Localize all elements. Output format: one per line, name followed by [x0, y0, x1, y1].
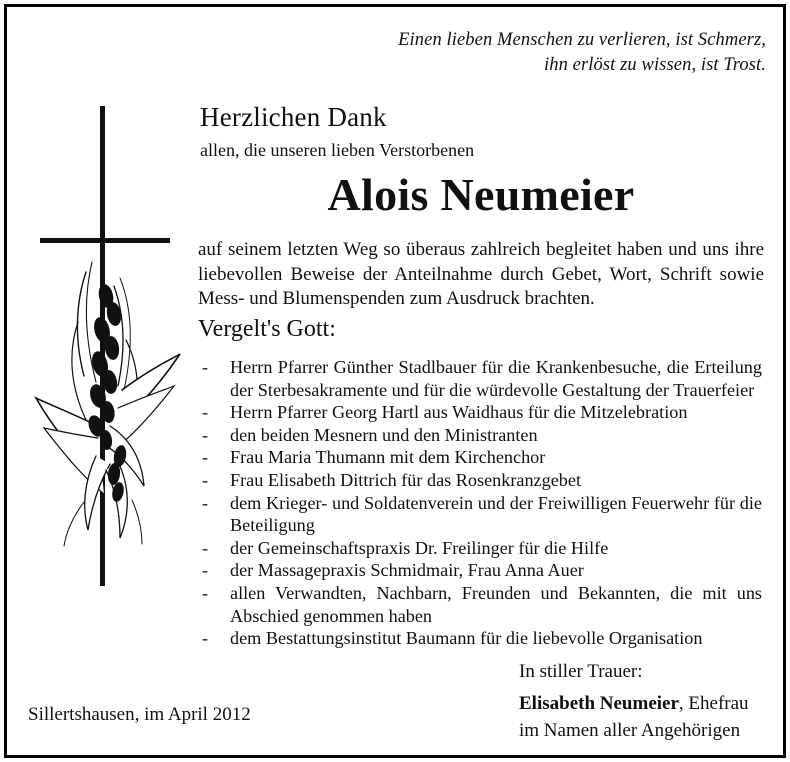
bullet-dash: -	[202, 537, 209, 558]
mourning-intro: In stiller Trauer:	[519, 661, 643, 682]
mourning-closing: im Namen aller Angehörigen	[519, 720, 741, 741]
list-item-text: der Gemeinschaftspraxis Dr. Freilinger für die Hilfe	[230, 537, 609, 558]
cross-with-wheat-illustration	[14, 90, 194, 610]
list-item	[200, 582, 762, 627]
mourning-block	[519, 658, 769, 744]
list-item-text: den beiden Mesnern und den Ministranten	[230, 424, 538, 445]
list-item	[200, 492, 762, 537]
list-item-text: Frau Elisabeth Dittrich für das Rosenkranzgebet	[230, 469, 582, 490]
list-item-text: allen Verwandten, Nachbarn, Freunden und Bekannten, die mit uns Abschied genommen haben	[230, 582, 762, 626]
list-item	[200, 424, 762, 447]
bullet-dash: -	[202, 447, 209, 468]
list-item	[200, 627, 762, 650]
mourner-line	[519, 690, 769, 717]
list-item	[200, 537, 762, 560]
list-item	[200, 559, 762, 582]
mourner-relation: , Ehefrau	[678, 693, 749, 714]
thanks-list	[200, 356, 762, 650]
list-item-text: dem Bestattungsinstitut Baumann für die liebevolle Organisation	[230, 628, 703, 649]
list-item	[200, 401, 762, 424]
epigraph-line-1: Einen lieben Menschen zu verlieren, ist Schmerz,	[398, 30, 766, 50]
thanks-title: Herzlichen Dank	[200, 102, 387, 132]
bullet-dash: -	[202, 582, 209, 603]
epigraph	[196, 28, 766, 78]
list-item-text: Herrn Pfarrer Georg Hartl aus Waidhaus für die Mitzelebration	[230, 402, 688, 423]
mourner-name: Elisabeth Neumeier	[519, 693, 679, 714]
bullet-dash: -	[202, 402, 209, 423]
bullet-dash: -	[202, 424, 209, 445]
list-item-text: der Massagepraxis Schmidmair, Frau Anna Auer	[230, 560, 584, 581]
list-item	[200, 469, 762, 492]
place-and-date: Sillertshausen, im April 2012	[28, 704, 251, 725]
bullet-dash: -	[202, 357, 209, 377]
body-paragraph: auf seinem letzten Weg so überaus zahlreich begleitet haben und uns ihre liebevollen Beweise der Anteilnahme durch Gebet, Wort, Schrift sowie Mess- und Blumenspenden zum Ausdruck brachten.	[198, 239, 764, 309]
thanks-list-heading: Vergelt's Gott:	[198, 316, 336, 342]
deceased-name: Alois Neumeier	[327, 169, 635, 220]
thanks-subtitle: allen, die unseren lieben Verstorbenen	[200, 140, 475, 160]
bullet-dash: -	[202, 469, 209, 490]
list-item-text: Frau Maria Thumann mit dem Kirchenchor	[230, 447, 546, 468]
bullet-dash: -	[202, 492, 209, 513]
list-item	[200, 356, 762, 401]
bullet-dash: -	[202, 628, 209, 649]
list-item	[200, 446, 762, 469]
list-item-text: Herrn Pfarrer Günther Stadlbauer für die Krankenbesuche, die Erteilung der Sterbesakramente und für die würdevolle Gestaltung der Trauerfeier	[230, 357, 762, 400]
list-item-text: dem Krieger- und Soldatenverein und der Freiwilligen Feuerwehr für die Beteiligung	[230, 492, 762, 536]
bullet-dash: -	[202, 560, 209, 581]
epigraph-line-2: ihn erlöst zu wissen, ist Trost.	[544, 55, 766, 75]
